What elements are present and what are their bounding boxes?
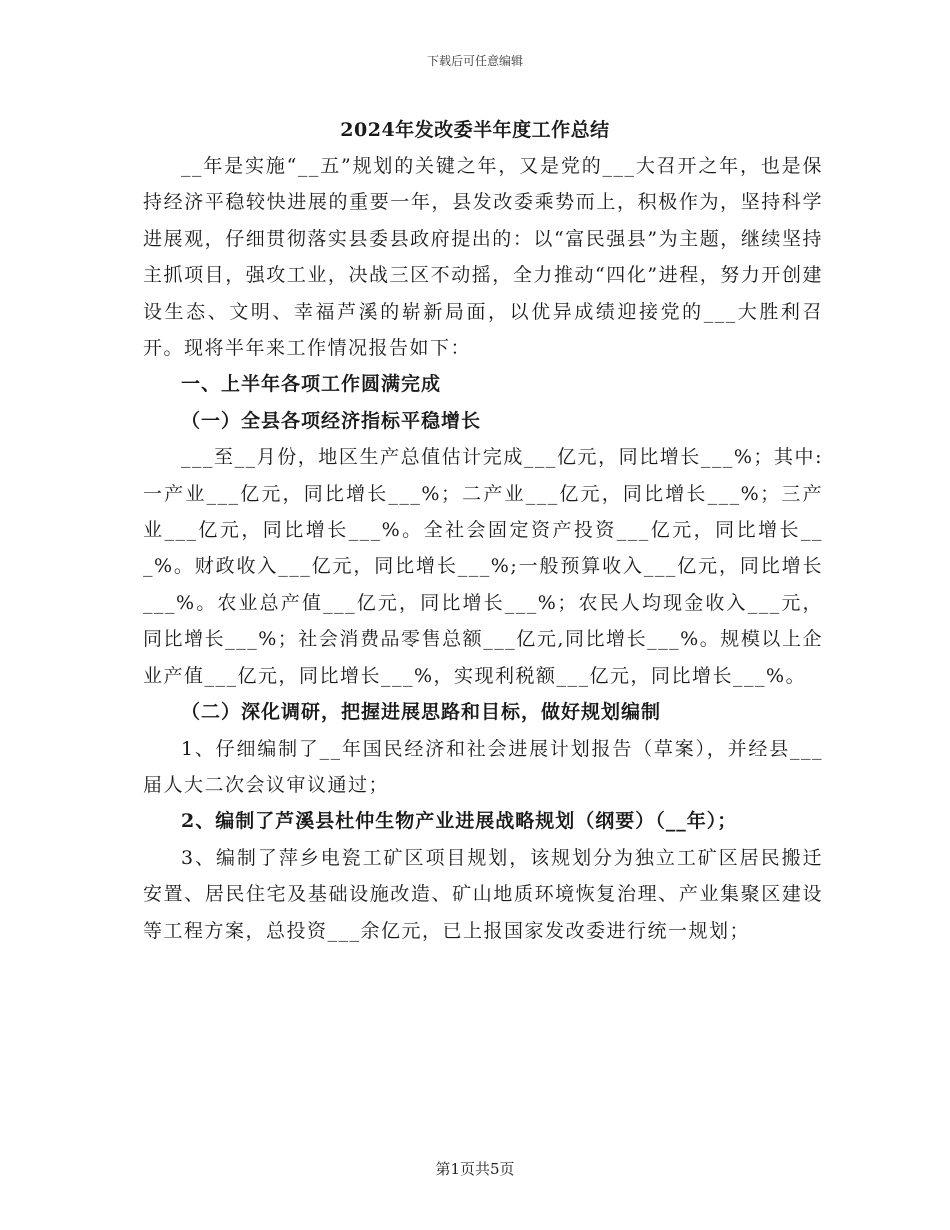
intro-paragraph: __年是实施“__五”规划的关键之年，又是党的___大召开之年，也是保持经济平稳较快进展的重要一年，县发改委乘势而上，积极作为，坚持科学进展观，仔细贯彻落实县委县政府提出的：以“富民强县”为主题，继续坚持主抓项目，强攻工业，决战三区不动摇，全力推动“四化”进程，努力开创建设生态、文明、幸福芦溪的崭新局面，以优异成绩迎接党的___大胜利召开。现将半年来工作情况报告如下：	[143, 155, 823, 360]
page-number: 第1页共5页	[435, 1160, 515, 1178]
page-title: 2024年发改委半年度工作总结	[340, 119, 610, 141]
header-note: 下载后可任意编辑	[426, 54, 523, 68]
list-item-3: 3、编制了萍乡电瓷工矿区项目规划，该规划分为独立工矿区居民搬迁安置、居民住宅及基础设施改造、矿山地质环境恢复治理、产业集聚区建设等工程方案，总投资___余亿元，已上报国家发改委进行统一规划；	[143, 846, 823, 942]
subsection-heading-1: （一）全县各项经济指标平稳增长	[181, 409, 482, 432]
economy-paragraph: ___至__月份，地区生产总值估计完成___亿元，同比增长___%；其中:一产业___亿元，同比增长___%；二产业___亿元，同比增长___%；三产业___亿元，同比增长___%。全社会固定资产投资___亿元，同比增长___%。财政收入___亿元，同比增长___%;一般预算收入___亿元，同比增长___%。农业总产值___亿元，同比增长___%；农民人均现金收入___元，同比增长___%；社会消费品零售总额___亿元,同比增长___%。规模以上企业产值___亿元，同比增长___%，实现利税额___亿元，同比增长___%。	[143, 446, 823, 687]
list-item-2: 2、编制了芦溪县杜仲生物产业进展战略规划（纲要）（__年）；	[181, 810, 738, 833]
list-item-1: 1、仔细编制了__年国民经济和社会进展计划报告（草案），并经县___届人大二次会议审议通过；	[143, 737, 823, 796]
document-body	[143, 148, 823, 949]
section-heading-1: 一、上半年各项工作圆满完成	[181, 373, 442, 396]
subsection-heading-2: （二）深化调研，把握进展思路和目标，做好规划编制	[181, 701, 662, 724]
